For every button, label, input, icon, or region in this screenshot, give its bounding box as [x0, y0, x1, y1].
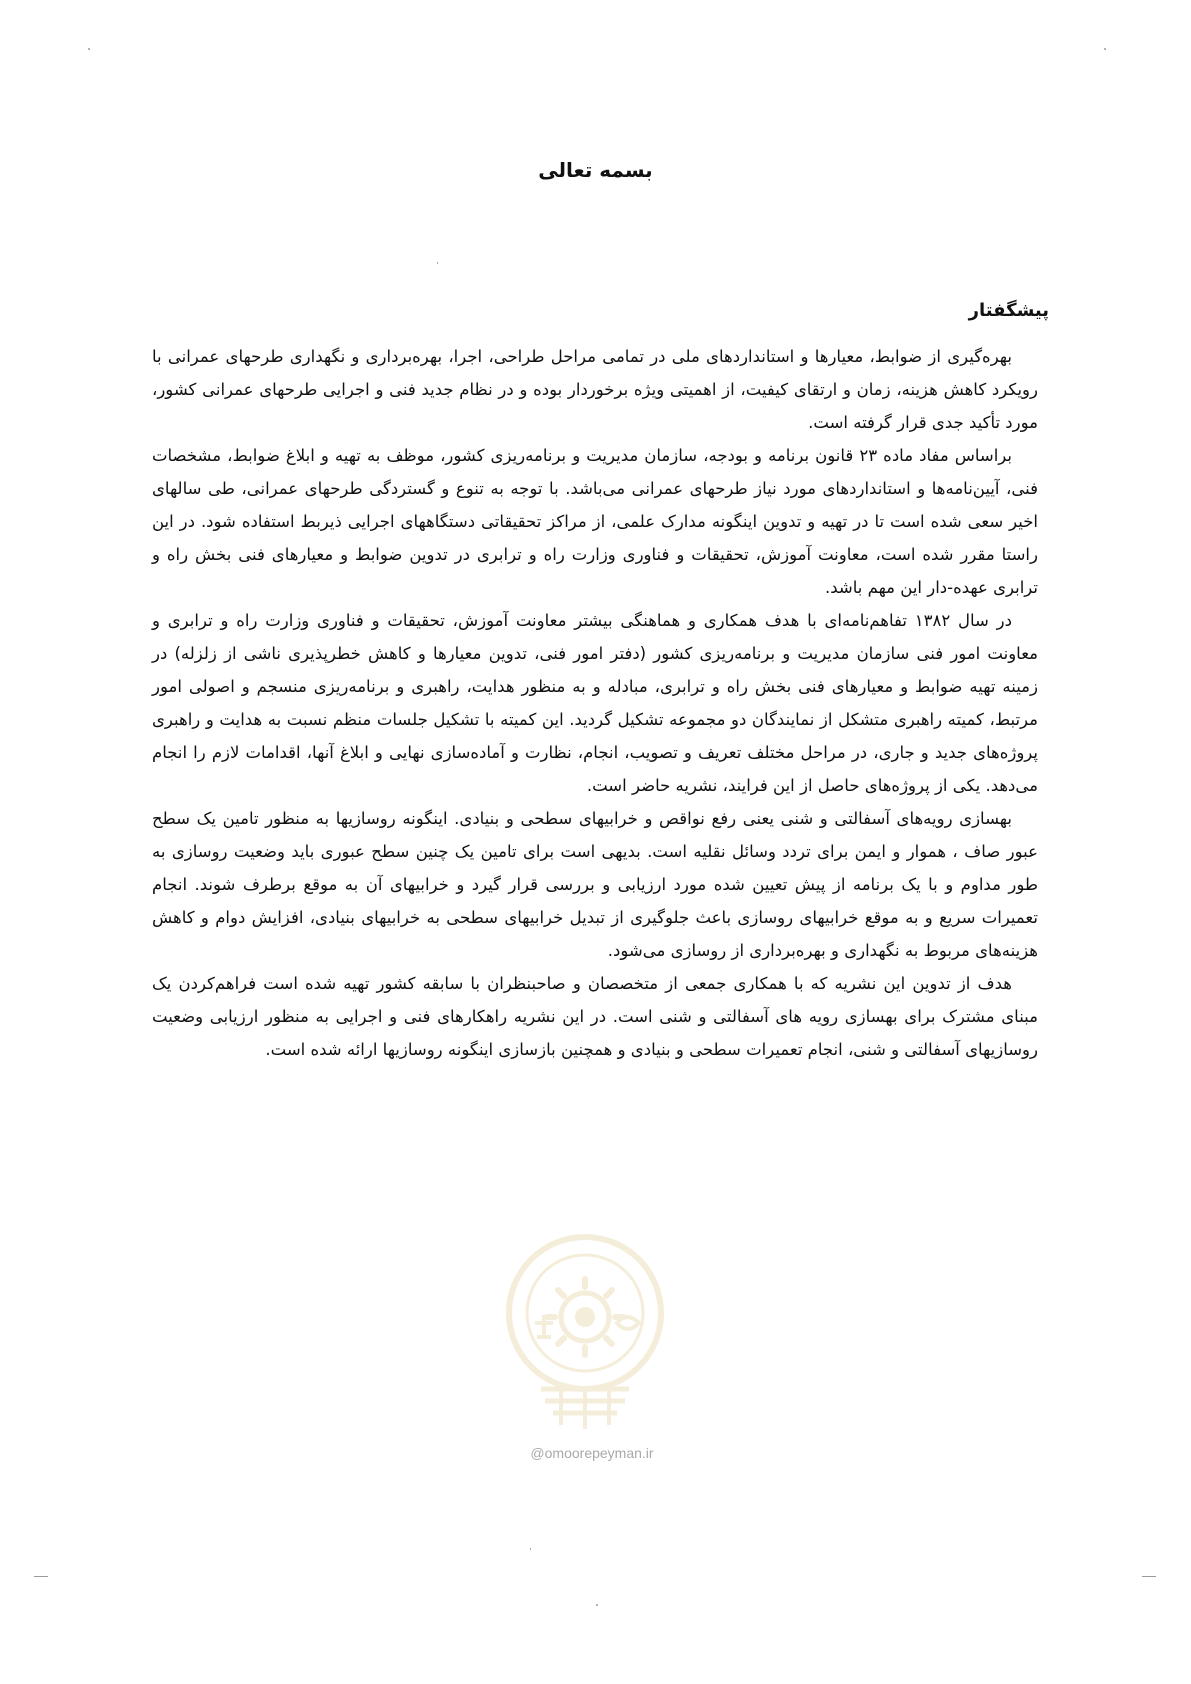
paragraph-5: هدف از تدوین این نشریه که با همکاری جمعی از متخصصان و صاحبنظران با سابقه کشور تهیه شده است فراهم‌کردن یک مبنای مشترک برای بهسازی رویه های آسفالتی و شنی است. در این نشریه راهکارهای فنی و اجرایی به منظور ارزیابی وضعیت روسازیهای آسفالتی و شنی، انجام تعمیرات سطحی و بنیادی و همچنین بازسازی اینگونه روسازیها ارائه شده است.: [152, 974, 1038, 1059]
watermark-url: @omoorepeyman.ir: [530, 1445, 654, 1461]
scan-speck: [88, 48, 90, 50]
scan-speck: [437, 262, 438, 264]
watermark-stamp: [495, 1225, 675, 1445]
scan-speck: [530, 1548, 531, 1550]
paragraph-2: براساس مفاد ماده ۲۳ قانون برنامه و بودجه، سازمان مدیریت و برنامه‌ریزی کشور، موظف به تهیه و ابلاغ ضوابط، مشخصات فنی، آیین‌نامه‌ها و استانداردهای مورد نیاز طرحهای عمرانی می‌باشد. با توجه به تنوع و گستردگی طرحهای عمرانی، طی سالهای اخیر سعی شده است تا در تهیه و تدوین اینگونه مدارک علمی، از مراکز تحقیقاتی دستگاههای اجرایی ذیربط استفاده شود. در این راستا مقرر شده است، معاونت آموزش، تحقیقات و فناوری وزارت راه و ترابری در تدوین ضوابط و معیارهای فنی بخش راه و ترابری عهده-دار این مهم باشد.: [152, 446, 1038, 597]
paragraph-1: بهره‌گیری از ضوابط، معیارها و استانداردهای ملی در تمامی مراحل طراحی، اجرا، بهره‌برداری و نگهداری طرحهای عمرانی با رویکرد کاهش هزینه، زمان و ارتقای کیفیت، از اهمیتی ویژه برخوردار بوده و در نظام جدید فنی و اجرایی طرحهای عمرانی کشور، مورد تأکید جدی قرار گرفته است.: [152, 347, 1038, 432]
scan-speck: [596, 1604, 598, 1606]
scan-speck: [1104, 48, 1106, 50]
page-edge-mark: [1142, 1576, 1156, 1577]
page-edge-mark: [34, 1576, 48, 1577]
section-heading: پیشگفتار: [968, 300, 1049, 321]
page-title: بسمه تعالی: [538, 158, 653, 182]
paragraph-3: در سال ۱۳۸۲ تفاهم‌نامه‌ای با هدف همکاری و هماهنگی بیشتر معاونت آموزش، تحقیقات و فناوری وزارت راه و ترابری و معاونت امور فنی سازمان مدیریت و برنامه‌ریزی کشور (دفتر امور فنی، تدوین معیارها و کاهش خطرپذیری ناشی از زلزله) در زمینه تهیه ضوابط و معیارهای فنی بخش راه و ترابری، مبادله و به منظور هدایت، راهبری و برنامه‌ریزی منسجم و اصولی امور مرتبط، کمیته راهبری متشکل از نمایندگان دو مجموعه تشکیل گردید. این کمیته با تشکیل جلسات منظم نسبت به هدایت و راهبری پروژه‌های جدید و جاری، در مراحل مختلف تعریف و تصویب، انجام، نظارت و آماده‌سازی نهایی و ابلاغ آنها، اقدامات لازم را انجام می‌دهد. یکی از پروژه‌های حاصل از این فرایند، نشریه حاضر است.: [152, 611, 1038, 795]
paragraph-4: بهسازی رویه‌های آسفالتی و شنی یعنی رفع نواقص و خرابیهای سطحی و بنیادی. اینگونه روسازیها به منظور تامین یک سطح عبور صاف ، هموار و ایمن برای تردد وسائل نقلیه است. بدیهی است برای تامین یک چنین سطح عبوری باید وضعیت روسازی به طور مداوم و با یک برنامه از پیش تعیین شده مورد ارزیابی و بررسی قرار گیرد و خرابیهای آن به موقع برطرف شوند. انجام تعمیرات سریع و به موقع خرابیهای روسازی باعث جلوگیری از تبدیل خرابیهای سطحی به خرابیهای بنیادی، افزایش دوام و کاهش هزینه‌های مربوط به نگهداری و بهره‌برداری از روسازی می‌شود.: [152, 809, 1038, 960]
body-text: [152, 340, 1038, 1066]
